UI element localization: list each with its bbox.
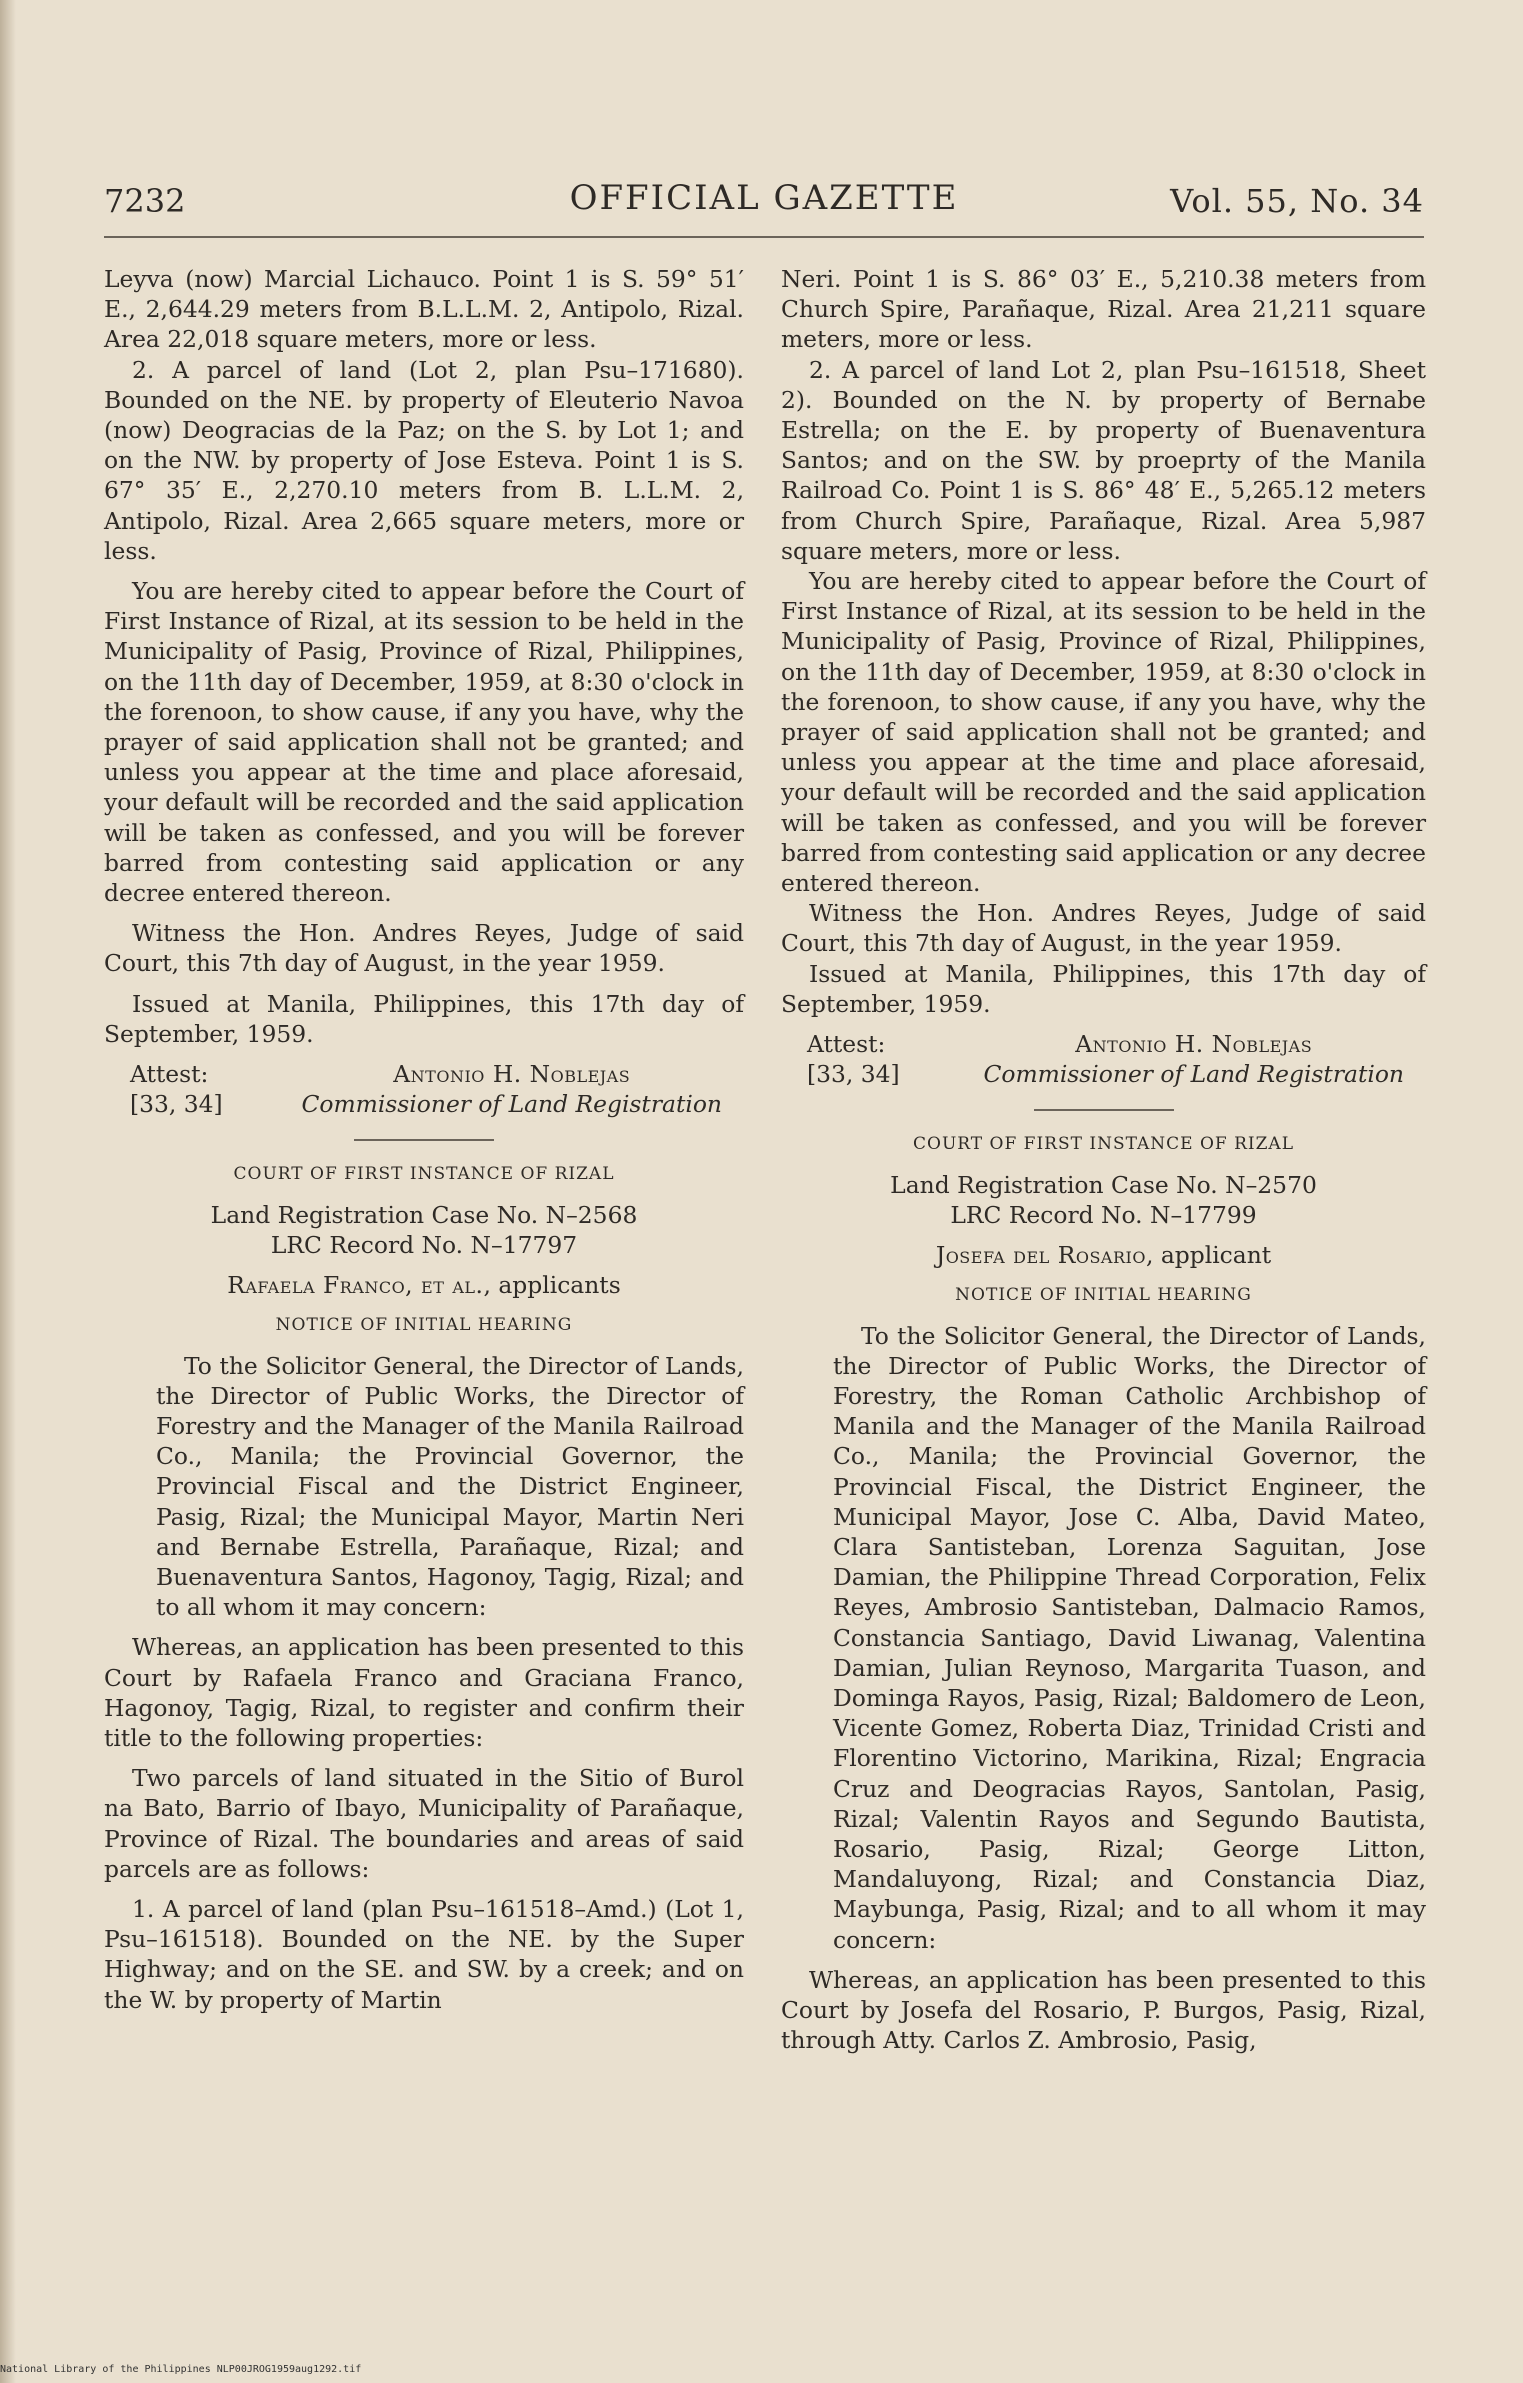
attest-ref: [33, 34] [130, 1090, 223, 1119]
paragraph: You are hereby cited to appear before the Court of First Instance of Rizal, at its session to be held in the Municipality of Pasig, Province of Rizal, Philippines, on the 11th day of December, 1959, at 8:30 o'clock in the forenoon, to show cause, if any you have, why the prayer of said application shall not be granted; and unless you appear at the time and place aforesaid, your default will be recorded and the said application will be taken as confessed, and you will be forever barred from contesting said application or any decree entered thereon. [781, 567, 1426, 898]
attest-name: Antonio H. Noblejas [393, 1060, 631, 1089]
applicant-name: Josefa del Rosario [935, 1241, 1146, 1270]
section-rule [1034, 1109, 1174, 1111]
attestation [781, 1029, 1426, 1089]
paragraph: 1. A parcel of land (plan Psu–161518–Amd.) (Lot 1, Psu–161518). Bounded on the NE. by the Super Highway; and on the SE. and SW. by a creek; and on the W. by property of Martin [104, 1894, 744, 2014]
right-column [781, 264, 1426, 2055]
paragraph: Whereas, an application has been presented to this Court by Rafaela Franco and Graciana Franco, Hagonoy, Tagig, Rizal, to register and confirm their title to the following properties: [104, 1633, 744, 1752]
paragraph: Issued at Manila, Philippines, this 17th day of September, 1959. [104, 989, 744, 1048]
applicant-line [104, 1270, 744, 1300]
paragraph: Leyva (now) Marcial Lichauco. Point 1 is S. 59° 51′ E., 2,644.29 meters from B.L.L.M. 2, Antipolo, Rizal. Area 22,018 square meters, more or less. [104, 265, 744, 354]
addressees: To the Solicitor General, the Director of Lands, the Director of Public Works, the Director of Forestry, the Roman Catholic Archbishop of Manila and the Manager of the Manila Railroad Co., Manila; the Provincial Governor, the Provincial Fiscal, the District Engineer, the Municipal Mayor, Jose C. Alba, David Mateo, Clara Santisteban, Lorenza Saguitan, Jose Damian, the Philippine Thread Corporation, Felix Reyes, Ambrosio Santisteban, Dalmacio Ramos, Constancia Santiago, David Liwanag, Valentina Damian, Julian Reynoso, Margarita Tuason, and Dominga Rayos, Pasig, Rizal; Baldomero de Leon, Vicente Gomez, Roberta Diaz, Trinidad Cristi and Florentino Victorino, Marikina, Rizal; Engracia Cruz and Deogracias Rayos, Santolan, Pasig, Rizal; Valentin Rayos and Segundo Bautista, Rosario, Pasig, Rizal; George Litton, Mandaluyong, Rizal; and Constancia Diaz, Maybunga, Pasig, Rizal; and to all whom it may concern: [833, 1321, 1426, 1954]
paragraph: Issued at Manila, Philippines, this 17th day of September, 1959. [781, 959, 1426, 1018]
paragraph: Witness the Hon. Andres Reyes, Judge of said Court, this 7th day of August, in the year 1959. [781, 899, 1426, 958]
court-heading: COURT OF FIRST INSTANCE OF RIZAL [233, 1164, 615, 1185]
paragraph: Two parcels of land situated in the Sitio of Burol na Bato, Barrio of Ibayo, Municipality of Parañaque, Province of Rizal. The boundaries and areas of said parcels are as follows: [104, 1764, 744, 1883]
paragraph: 2. A parcel of land (Lot 2, plan Psu–171680). Bounded on the NE. by property of Eleuterio Navoa (now) Deogracias de la Paz; on the S. by Lot 1; and on the NW. by property of Jose Esteva. Point 1 is S. 67° 35′ E., 2,270.10 meters from B. L.L.M. 2, Antipolo, Rizal. Area 2,665 square meters, more or less. [104, 355, 744, 565]
volume-number: Vol. 55, No. 34 [1170, 182, 1424, 220]
publication-title: OFFICIAL GAZETTE [569, 178, 959, 218]
scan-footer: National Library of the Philippines NLP00JROG1959aug1292.tif [0, 2364, 362, 2375]
scan-edge [0, 0, 16, 2383]
paragraph: Witness the Hon. Andres Reyes, Judge of said Court, this 7th day of August, in the year 1959. [104, 919, 744, 978]
applicant-name: Rafaela Franco, et al. [227, 1271, 484, 1300]
attest-label: Attest: [130, 1060, 209, 1089]
applicant-suffix: , applicants [483, 1271, 621, 1300]
page-header [104, 172, 1424, 232]
left-column [104, 264, 744, 2015]
notice-heading: NOTICE OF INITIAL HEARING [275, 1315, 573, 1336]
record-number: LRC Record No. N–17799 [950, 1200, 1257, 1229]
attestation [104, 1059, 744, 1119]
court-heading: COURT OF FIRST INSTANCE OF RIZAL [913, 1134, 1294, 1155]
applicant-line [781, 1240, 1426, 1270]
attest-ref: [33, 34] [807, 1060, 900, 1089]
page-number: 7232 [104, 182, 186, 220]
notice-heading: NOTICE OF INITIAL HEARING [955, 1285, 1252, 1306]
paragraph: Whereas, an application has been presented to this Court by Josefa del Rosario, P. Burgos, Pasig, Rizal, through Atty. Carlos Z. Ambrosio, Pasig, [781, 1965, 1426, 2055]
section-rule [354, 1139, 494, 1141]
record-number: LRC Record No. N–17797 [270, 1230, 578, 1259]
case-number: Land Registration Case No. N–2568 [210, 1200, 638, 1229]
paragraph: 2. A parcel of land Lot 2, plan Psu–161518, Sheet 2). Bounded on the N. by property of Bernabe Estrella; on the E. by property of Buenaventura Santos; and on the SW. by proeprty of the Manila Railroad Co. Point 1 is S. 86° 48′ E., 5,265.12 meters from Church Spire, Parañaque, Rizal. Area 5,987 square meters, more or less. [781, 355, 1426, 565]
attest-title: Commissioner of Land Registration [983, 1060, 1404, 1089]
attest-title: Commissioner of Land Registration [301, 1090, 722, 1119]
addressees: To the Solicitor General, the Director of Lands, the Director of Public Works, the Director of Forestry and the Manager of the Manila Railroad Co., Manila; the Provincial Governor, the Provincial Fiscal and the District Engineer, Pasig, Rizal; the Municipal Mayor, Martin Neri and Bernabe Estrella, Parañaque, Rizal; and Buenaventura Santos, Hagonoy, Tagig, Rizal; and to all whom it may concern: [156, 1351, 744, 1622]
paragraph: You are hereby cited to appear before the Court of First Instance of Rizal, at its session to be held in the Municipality of Pasig, Province of Rizal, Philippines, on the 11th day of December, 1959, at 8:30 o'clock in the forenoon, to show cause, if any you have, why the prayer of said application shall not be granted; and unless you appear at the time and place aforesaid, your default will be recorded and the said application will be taken as confessed, and you will be forever barred from contesting said application or any decree entered thereon. [104, 577, 744, 908]
attest-label: Attest: [807, 1030, 886, 1059]
case-number: Land Registration Case No. N–2570 [890, 1170, 1317, 1199]
applicant-suffix: , applicant [1145, 1241, 1272, 1270]
header-rule [104, 236, 1424, 238]
attest-name: Antonio H. Noblejas [1075, 1030, 1313, 1059]
paragraph: Neri. Point 1 is S. 86° 03′ E., 5,210.38 meters from Church Spire, Parañaque, Rizal. Area 21,211 square meters, more or less. [781, 265, 1426, 354]
